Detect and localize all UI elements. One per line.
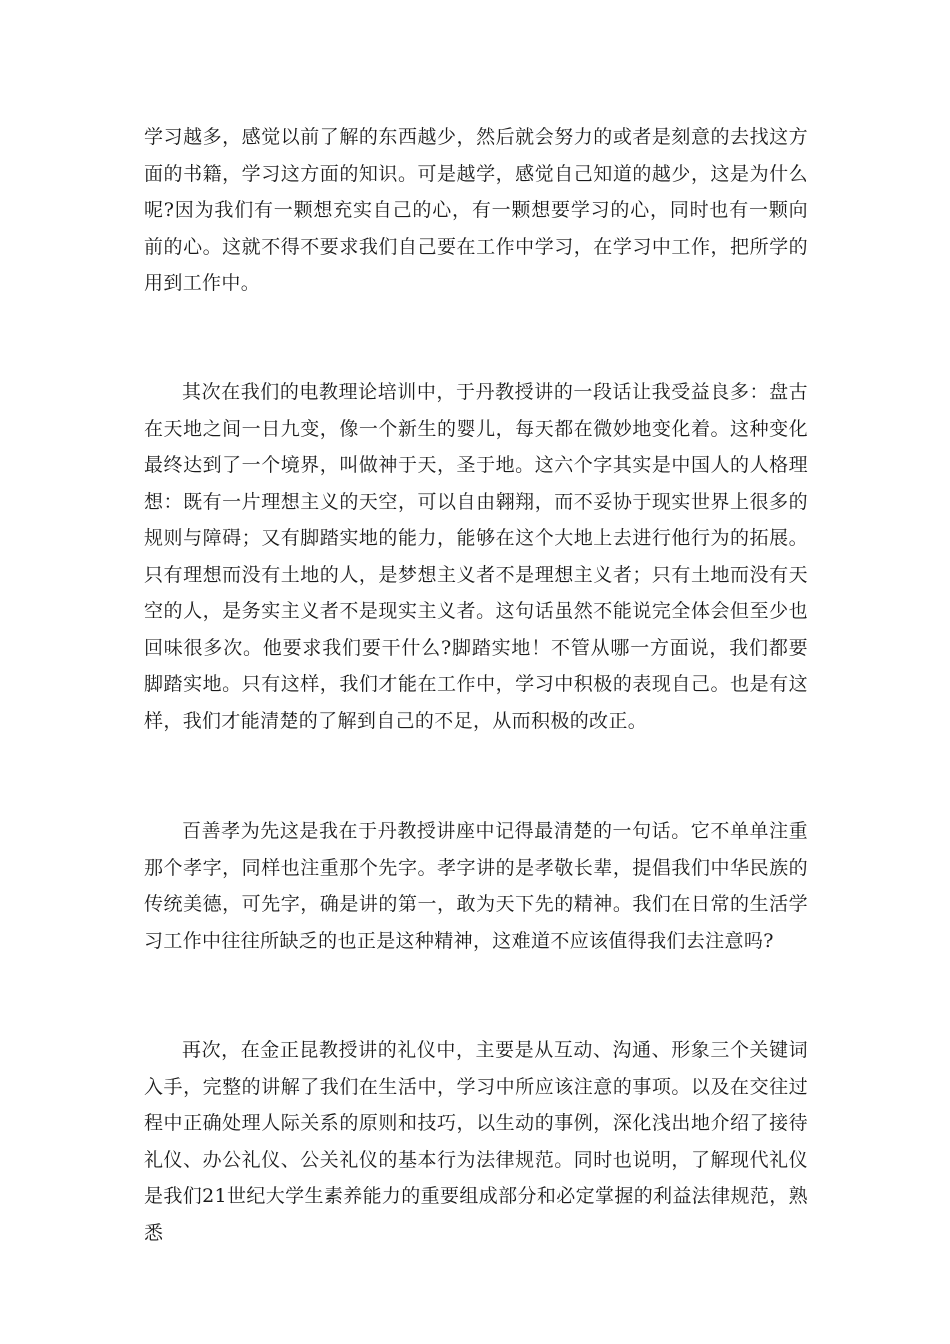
paragraph-theory-training: 其次在我们的电教理论培训中，于丹教授讲的一段话让我受益良多：盘古在天地之间一日九变，像一个新生的婴儿，每天都在微妙地变化着。这种变化最终达到了一个境界，叫做神于天，圣于地。这六个字其实是中国人的人格理想：既有一片理想主义的天空，可以自由翱翔，而不妥协于现实世界上很多的规则与障碍；又有脚踏实地的能力，能够在这个大地上去进行他行为的拓展。只有理想而没有土地的人，是梦想主义者不是理想主义者；只有土地而没有天空的人，是务实主义者不是现实主义者。这句话虽然不能说完全体会但至少也回味很多次。他要求我们要干什么?脚踏实地！不管从哪一方面说，我们都要脚踏实地。只有这样，我们才能在工作中，学习中积极的表现自己。也是有这样，我们才能清楚的了解到自己的不足，从而积极的改正。 [144,381,808,732]
paragraph-continued: 学习越多，感觉以前了解的东西越少，然后就会努力的或者是刻意的去找这方面的书籍，学习这方面的知识。可是越学，感觉自己知道的越少，这是为什么呢?因为我们有一颗想充实自己的心，有一颗想要学习的心，同时也有一颗向前的心。这就不得不要求我们自己要在工作中学习，在学习中工作，把所学的用到工作中。 [144,126,808,294]
paragraph-filial-piety: 百善孝为先这是我在于丹教授讲座中记得最清楚的一句话。它不单单注重那个孝字，同样也注重那个先字。孝字讲的是孝敬长辈，提倡我们中华民族的传统美德，可先字，确是讲的第一，敢为天下先的精神。我们在日常的生活学习工作中往往所缺乏的也正是这种精神，这难道不应该值得我们去注意吗? [144,820,808,952]
paragraph-etiquette: 再次，在金正昆教授讲的礼仪中，主要是从互动、沟通、形象三个关键词入手，完整的讲解了我们在生活中，学习中所应该注意的事项。以及在交往过程中正确处理人际关系的原则和技巧，以生动的事例，深化浅出地介绍了接待礼仪、办公礼仪、公关礼仪的基本行为法律规范。同时也说明，了解现代礼仪是我们21世纪大学生素养能力的重要组成部分和必定掌握的利益法律规范，熟悉 [144,1039,808,1244]
